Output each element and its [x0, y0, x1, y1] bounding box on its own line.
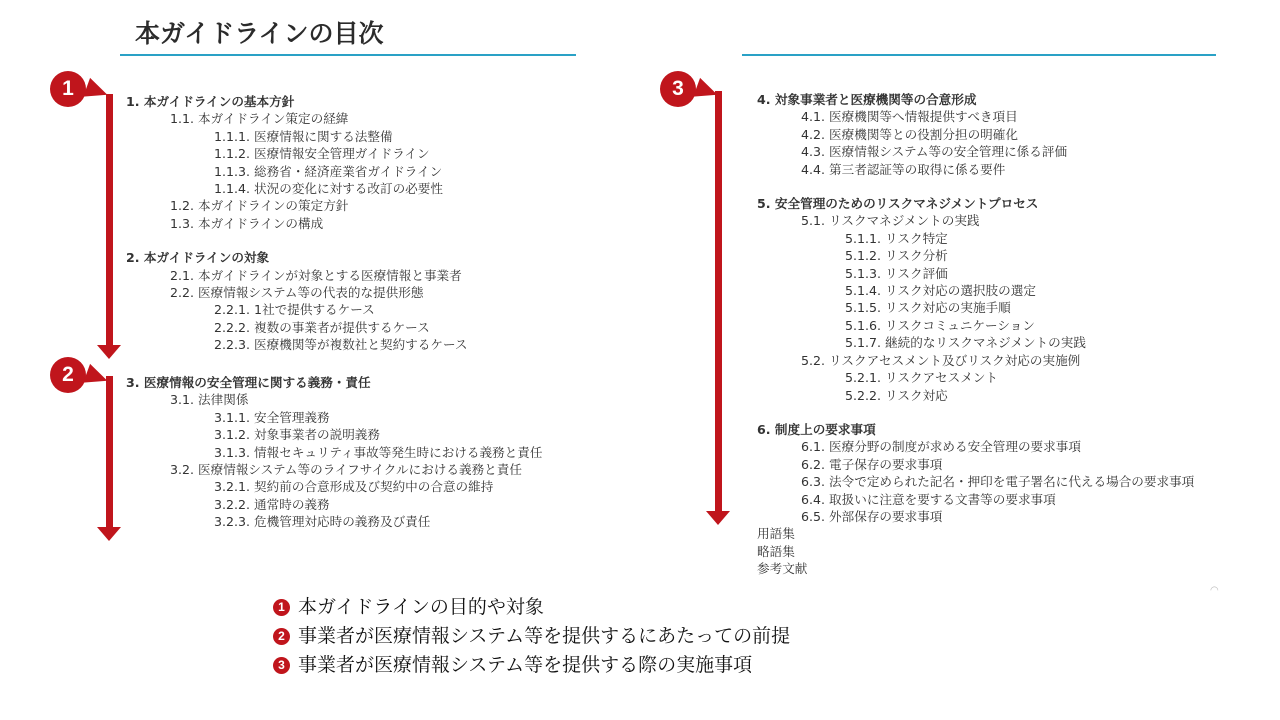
toc-entry: 3.1.2. 対象事業者の説明義務 — [214, 427, 380, 443]
section-marker-2: 2 — [50, 357, 86, 393]
toc-entry: 1.2. 本ガイドラインの策定方針 — [170, 198, 349, 214]
toc-chapter: 1. 本ガイドラインの基本方針 — [126, 94, 295, 109]
toc-entry: 3.2. 医療情報システム等のライフサイクルにおける義務と責任 — [170, 462, 522, 478]
toc-spacer — [757, 404, 1194, 421]
toc-spacer — [757, 178, 1194, 195]
summary-item-2 — [273, 622, 790, 651]
toc-entry: 5.2.1. リスクアセスメント — [845, 370, 999, 386]
toc-entry: 6.4. 取扱いに注意を要する文書等の要求事項 — [801, 491, 1056, 507]
summary-item-1 — [273, 593, 790, 622]
toc-entry: 3.1.3. 情報セキュリティ事故等発生時における義務と責任 — [214, 444, 543, 460]
toc-entry: 1.1.3. 総務省・経済産業省ガイドライン — [214, 163, 443, 179]
page-title: 本ガイドラインの目次 — [135, 19, 384, 48]
toc-entry: 1.1. 本ガイドライン策定の経緯 — [170, 111, 349, 127]
toc-entry: 5.2.2. リスク対応 — [845, 387, 948, 403]
toc-chapter: 4. 対象事業者と医療機関等の合意形成 — [757, 92, 977, 107]
toc-entry: 5.1.4. リスク対応の選択肢の選定 — [845, 283, 1036, 299]
summary-number-1: 1 — [273, 599, 290, 616]
toc-entry: 5.1.6. リスクコミュニケーション — [845, 317, 1035, 333]
summary-text-2: 事業者が医療情報システム等を提供するにあたっての前提 — [298, 625, 791, 647]
toc-entry: 参考文献 — [757, 561, 808, 577]
toc-entry: 2.2.1. 1社で提供するケース — [214, 302, 375, 318]
summary-text-3: 事業者が医療情報システム等を提供する際の実施事項 — [298, 654, 753, 676]
summary-text-1: 本ガイドラインの目的や対象 — [298, 596, 544, 618]
toc-entry: 2.2.3. 医療機関等が複数社と契約するケース — [214, 337, 468, 353]
title-underline-left — [120, 54, 576, 56]
toc-entry: 6.3. 法令で定められた記名・押印を電子署名に代える場合の要求事項 — [801, 474, 1195, 490]
toc-entry: 2.1. 本ガイドラインが対象とする医療情報と事業者 — [170, 267, 462, 283]
toc-entry: 1.3. 本ガイドラインの構成 — [170, 215, 324, 231]
toc-entry: 用語集 — [757, 526, 795, 542]
toc-entry: 4.3. 医療情報システム等の安全管理に係る評価 — [801, 144, 1068, 160]
toc-entry: 2.2. 医療情報システム等の代表的な提供形態 — [170, 285, 424, 301]
toc-spacer — [126, 232, 468, 249]
summary-list — [273, 593, 790, 680]
toc-entry: 3.2.1. 契約前の合意形成及び契約中の合意の維持 — [214, 479, 494, 495]
toc-entry: 5.2. リスクアセスメント及びリスク対応の実施例 — [801, 352, 1081, 368]
toc-entry: 3.1.1. 安全管理義務 — [214, 409, 330, 425]
section-marker-3: 3 — [660, 71, 696, 107]
toc-entry: 6.1. 医療分野の制度が求める安全管理の要求事項 — [801, 439, 1081, 455]
toc-entry: 1.1.2. 医療情報安全管理ガイドライン — [214, 146, 430, 162]
toc-entry: 5.1. リスクマネジメントの実践 — [801, 213, 980, 229]
section-arrow-3 — [715, 91, 722, 512]
toc-entry: 6.5. 外部保存の要求事項 — [801, 508, 943, 524]
toc-entry: 5.1.7. 継続的なリスクマネジメントの実践 — [845, 335, 1086, 351]
toc-entry: 5.1.3. リスク評価 — [845, 265, 948, 281]
section-arrow-2 — [106, 376, 113, 528]
toc-chapter: 3. 医療情報の安全管理に関する義務・責任 — [126, 375, 371, 390]
toc-entry: 略語集 — [757, 543, 795, 559]
summary-number-3: 3 — [273, 657, 290, 674]
toc-entry: 3.1. 法律関係 — [170, 392, 249, 408]
section-arrow-1 — [106, 94, 113, 346]
toc-entry: 5.1.1. リスク特定 — [845, 230, 948, 246]
summary-number-2: 2 — [273, 628, 290, 645]
toc-section-3 — [126, 374, 542, 531]
toc-entry: 3.2.2. 通常時の義務 — [214, 496, 330, 512]
toc-entry: 5.1.2. リスク分析 — [845, 248, 948, 264]
summary-item-3 — [273, 651, 790, 680]
toc-entry: 4.4. 第三者認証等の取得に係る要件 — [801, 161, 1006, 177]
toc-section-1-2 — [126, 93, 468, 354]
toc-entry: 1.1.1. 医療情報に関する法整備 — [214, 128, 393, 144]
toc-entry: 6.2. 電子保存の要求事項 — [801, 456, 943, 472]
toc-entry: 1.1.4. 状況の変化に対する改訂の必要性 — [214, 181, 443, 197]
toc-chapter: 2. 本ガイドラインの対象 — [126, 250, 270, 266]
decorative-dot: ◠ — [1210, 585, 1219, 596]
toc-section-4-6 — [757, 91, 1194, 578]
toc-entry: 2.2.2. 複数の事業者が提供するケース — [214, 319, 430, 335]
title-underline-right — [742, 54, 1216, 56]
toc-entry: 4.1. 医療機関等へ情報提供すべき項目 — [801, 109, 1018, 125]
toc-chapter: 6. 制度上の要求事項 — [757, 421, 876, 437]
section-marker-1: 1 — [50, 71, 86, 107]
toc-entry: 4.2. 医療機関等との役割分担の明確化 — [801, 126, 1018, 142]
toc-chapter: 5. 安全管理のためのリスクマネジメントプロセス — [757, 196, 1039, 212]
toc-entry: 5.1.5. リスク対応の実施手順 — [845, 300, 1011, 316]
toc-entry: 3.2.3. 危機管理対応時の義務及び責任 — [214, 514, 431, 530]
